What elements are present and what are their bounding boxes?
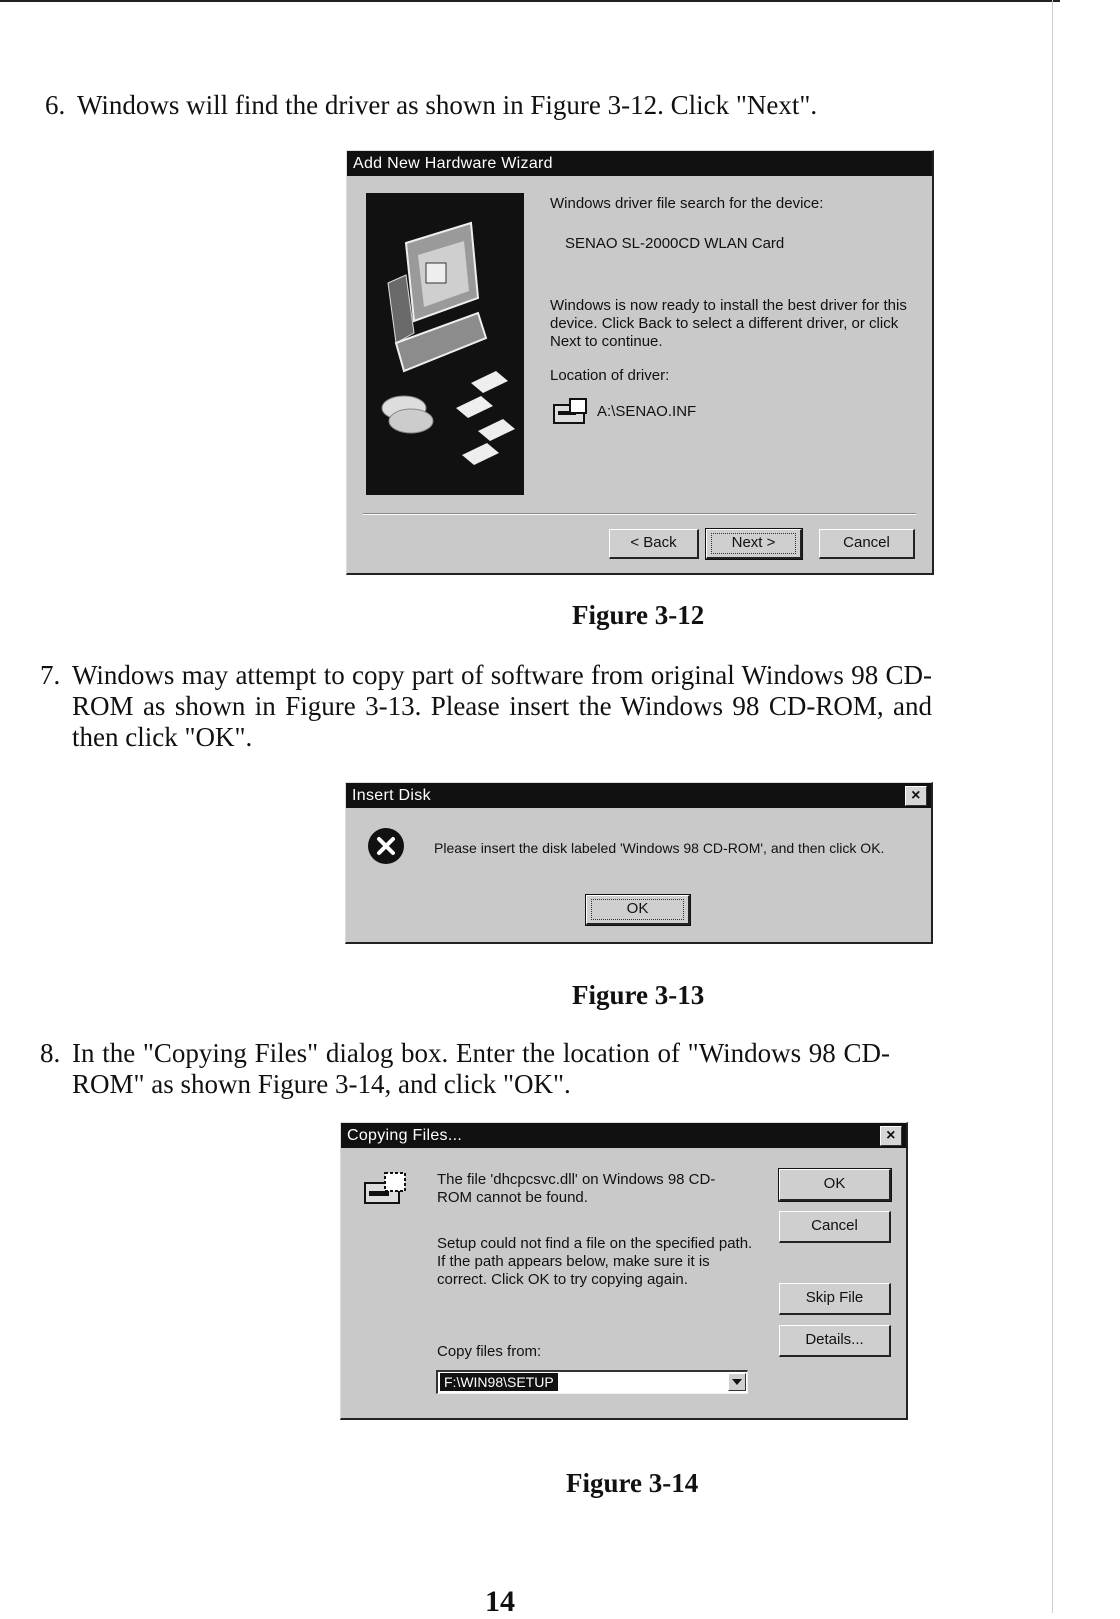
wizard-driver-path: A:\SENAO.INF	[597, 403, 697, 420]
skip-file-button-label: Skip File	[805, 1289, 864, 1306]
step-number: 6.	[45, 90, 66, 120]
step-number: 7.	[40, 660, 61, 690]
ok-button-label: OK	[626, 900, 649, 917]
details-button-label: Details...	[805, 1331, 864, 1348]
step-8	[40, 1038, 890, 1100]
focus-ring	[591, 899, 684, 920]
copying-files-dialog	[340, 1122, 908, 1420]
step-text: Windows may attempt to copy part of software from original Windows 98 CD-ROM as shown in Figure 3-13. Please insert the Windows 98 CD-ROM, and then click "OK".	[72, 660, 932, 752]
next-button-label: Next >	[731, 534, 776, 551]
wizard-illustration	[366, 193, 524, 495]
back-button[interactable]	[609, 529, 699, 559]
figure-caption-3-14: Figure 3-14	[566, 1468, 699, 1498]
wizard-separator	[363, 513, 916, 515]
copying-files-titlebar	[341, 1123, 906, 1148]
dropdown-arrow-icon[interactable]	[728, 1373, 746, 1391]
floppy-drive-icon	[552, 397, 594, 427]
cancel-button[interactable]	[819, 529, 915, 559]
cancel-button-label: Cancel	[843, 534, 890, 551]
skip-file-button[interactable]	[779, 1283, 891, 1315]
right-margin-rule	[1052, 0, 1053, 1613]
close-icon[interactable]: ×	[905, 786, 927, 806]
details-button[interactable]	[779, 1325, 891, 1357]
step-number: 8.	[40, 1038, 61, 1068]
figure-caption-3-12: Figure 3-12	[572, 600, 705, 630]
copy-from-label: Copy files from:	[437, 1343, 542, 1360]
cancel-button-label: Cancel	[811, 1217, 858, 1234]
error-icon	[367, 827, 405, 865]
step-text: In the "Copying Files" dialog box. Enter the location of "Windows 98 CD-ROM" as shown Figure 3-14, and click "OK".	[72, 1038, 890, 1099]
insert-disk-title: Insert Disk	[352, 787, 431, 804]
ok-button-label: OK	[823, 1175, 846, 1192]
wizard-ready-text: Windows is now ready to install the best driver for this device. Click Back to select a different driver, or click Next to continue.	[550, 297, 907, 350]
setup-message: Setup could not find a file on the specified path. If the path appears below, make sure it is correct. Click OK to try copying again.	[437, 1235, 753, 1288]
step-text: Windows will find the driver as shown in Figure 3-12. Click "Next".	[77, 90, 818, 120]
missing-file-message: The file 'dhcpcsvc.dll' on Windows 98 CD-ROM cannot be found.	[437, 1171, 716, 1206]
add-new-hardware-wizard	[346, 150, 934, 575]
figure-caption-3-13: Figure 3-13	[572, 980, 705, 1010]
computer-with-disks-icon	[366, 193, 524, 495]
wizard-device-name: SENAO SL-2000CD WLAN Card	[565, 235, 785, 252]
insert-disk-titlebar	[346, 783, 931, 808]
step-7	[40, 660, 932, 753]
cancel-button[interactable]	[779, 1211, 891, 1243]
back-button-label: < Back	[630, 534, 677, 551]
step-6	[45, 90, 945, 121]
copy-from-value[interactable]: F:\WIN98\SETUP	[440, 1373, 558, 1391]
ok-button[interactable]	[586, 895, 690, 925]
focus-ring	[711, 533, 796, 554]
copy-from-combobox[interactable]	[436, 1370, 748, 1394]
insert-disk-message: Please insert the disk labeled 'Windows 98 CD-ROM', and then click OK.	[434, 840, 885, 856]
wizard-titlebar: Add New Hardware Wizard	[347, 151, 932, 176]
close-icon[interactable]: ×	[880, 1126, 902, 1146]
top-rule	[0, 0, 1060, 2]
wizard-location-label: Location of driver:	[550, 367, 670, 384]
page-number: 14	[485, 1585, 515, 1618]
insert-disk-dialog	[345, 782, 933, 944]
copying-files-title: Copying Files...	[347, 1127, 463, 1144]
floppy-drive-icon	[363, 1171, 411, 1207]
wizard-search-text: Windows driver file search for the device:	[550, 195, 824, 212]
next-button[interactable]	[706, 529, 802, 559]
ok-button[interactable]	[779, 1169, 891, 1201]
